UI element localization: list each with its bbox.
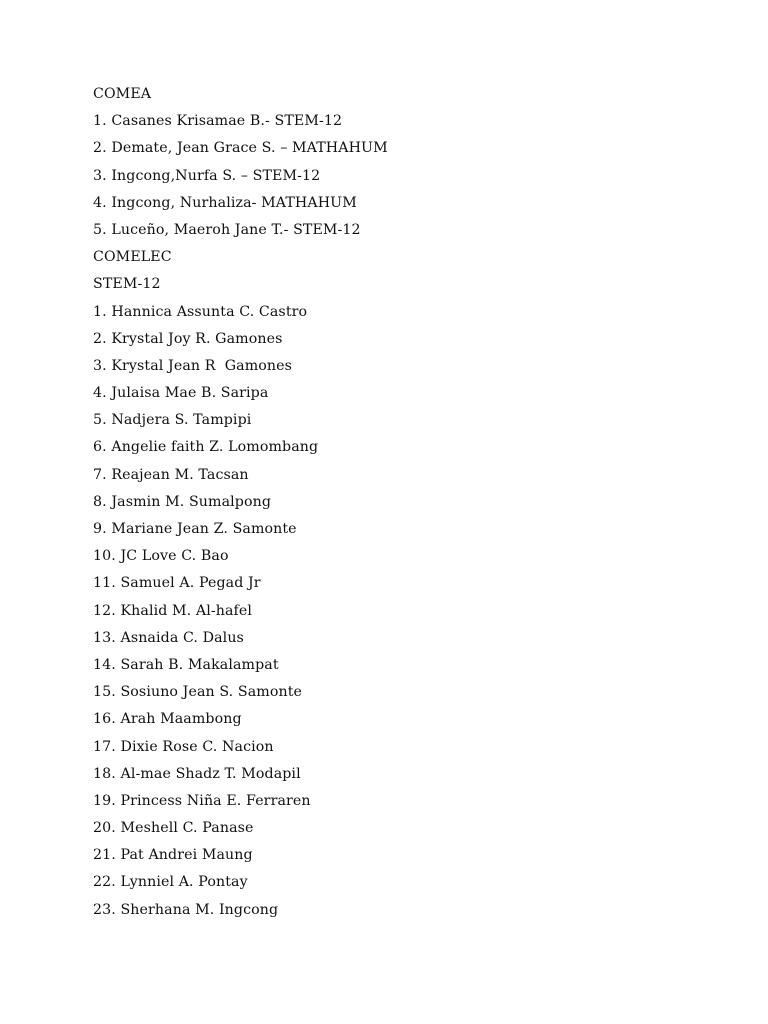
comea-list-item: 5. Luceño, Maeroh Jane T.- STEM-12 [93, 221, 361, 238]
comelec-list-item: 14. Sarah B. Makalampat [93, 656, 279, 673]
comea-list-item: 1. Casanes Krisamae B.- STEM-12 [93, 113, 343, 130]
comelec-list-item: 12. Khalid M. Al-hafel [93, 602, 253, 619]
comelec-list-item: 6. Angelie faith Z. Lomombang [93, 439, 319, 456]
comelec-list-item: 2. Krystal Joy R. Gamones [93, 330, 283, 347]
comelec-list-item: 8. Jasmin M. Sumalpong [93, 493, 272, 510]
comelec-list-item: 4. Julaisa Mae B. Saripa [93, 385, 269, 402]
comelec-list-item: 21. Pat Andrei Maung [93, 847, 253, 864]
comelec-list-item: 15. Sosiuno Jean S. Samonte [93, 684, 303, 701]
comelec-list-item: 3. Krystal Jean R Gamones [93, 357, 293, 374]
comelec-list-item: 19. Princess Niña E. Ferraren [93, 792, 311, 809]
comelec-list-item: 13. Asnaida C. Dalus [93, 629, 244, 646]
comelec-list-item: 17. Dixie Rose C. Nacion [93, 738, 274, 755]
comelec-list-item: 10. JC Love C. Bao [93, 548, 229, 565]
comelec-list-item: 7. Reajean M. Tacsan [93, 466, 249, 483]
comelec-list-item: 23. Sherhana M. Ingcong [93, 901, 279, 918]
comelec-list-item: 9. Mariane Jean Z. Samonte [93, 521, 297, 537]
comelec-list-item: 16. Arah Maambong [93, 711, 242, 728]
document-body [93, 84, 713, 927]
comelec-list-item: 22. Lynniel A. Pontay [93, 874, 248, 891]
comelec-subheading: STEM-12 [93, 276, 161, 293]
comelec-heading: COMELEC [93, 249, 172, 266]
comelec-list-item: 1. Hannica Assunta C. Castro [93, 303, 308, 320]
comea-list-item: 2. Demate, Jean Grace S. – MATHAHUM [93, 140, 388, 157]
comelec-list-item: 5. Nadjera S. Tampipi [93, 412, 252, 429]
comelec-list-item: 18. Al-mae Shadz T. Modapil [93, 765, 301, 782]
comelec-list-item: 20. Meshell C. Panase [93, 820, 254, 837]
comea-heading: COMEA [93, 86, 152, 102]
comea-list-item: 4. Ingcong, Nurhaliza- MATHAHUM [93, 194, 357, 211]
comea-list-item: 3. Ingcong,Nurfa S. – STEM-12 [93, 167, 321, 184]
comelec-list-item: 11. Samuel A. Pegad Jr [93, 575, 261, 592]
